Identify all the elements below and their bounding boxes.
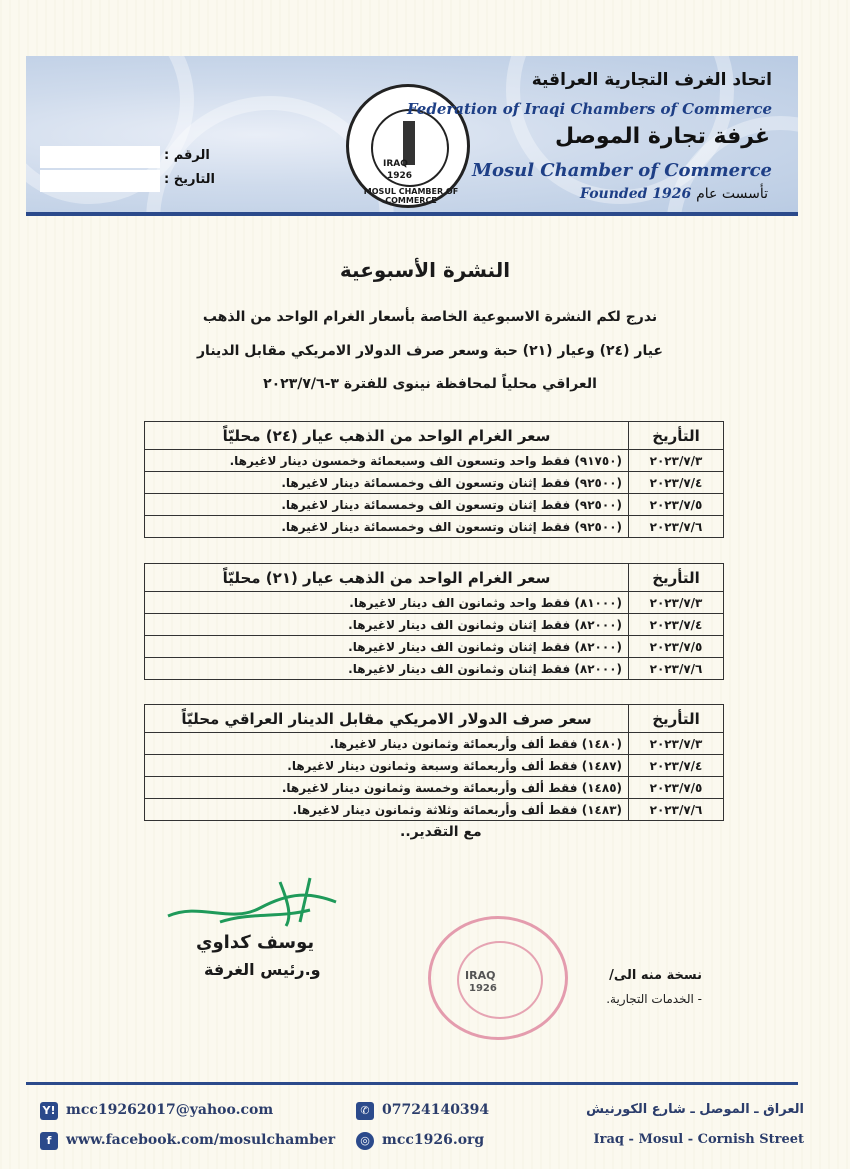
row-price: (٩٢٥٠٠) فقط إثنان وتسعون الف وخمسمائة دينار لاغيرها.	[145, 516, 629, 538]
signatory-role: و.رئيس الغرفة	[204, 960, 321, 979]
founded-en: Founded 1926	[580, 186, 692, 202]
table-row	[145, 636, 724, 658]
table-row	[145, 614, 724, 636]
seal-ring-text: MOSUL CHAMBER OF COMMERCE	[363, 187, 459, 205]
official-stamp	[428, 916, 568, 1040]
signatory-name: يوسف كداوي	[196, 932, 315, 953]
row-date: ٢٠٢٣/٧/٤	[629, 755, 724, 777]
ref-number-box	[40, 146, 160, 168]
seal-year: 1926	[387, 171, 413, 181]
date-column-header: التأريخ	[629, 564, 724, 592]
row-date: ٢٠٢٣/٧/٦	[629, 516, 724, 538]
header-divider	[26, 212, 798, 216]
price-column-header: سعر الغرام الواحد من الذهب عيار (٢١) محليّاً	[145, 564, 629, 592]
date-column-header: التأريخ	[629, 422, 724, 450]
row-date: ٢٠٢٣/٧/٣	[629, 450, 724, 472]
globe-icon: ◎	[356, 1132, 374, 1150]
usd-iqd-table	[144, 704, 724, 821]
chamber-name-en: Mosul Chamber of Commerce	[472, 160, 772, 181]
stamp-year: 1926	[469, 983, 497, 994]
chamber-name-ar: غرفة تجارة الموصل	[554, 124, 770, 149]
ref-number-label: الرقم :	[164, 148, 210, 163]
stamp-iraq: IRAQ	[465, 969, 496, 982]
row-date: ٢٠٢٣/٧/٣	[629, 733, 724, 755]
footer-facebook[interactable]: www.facebook.com/mosulchamber	[66, 1132, 336, 1148]
yahoo-icon: Y!	[40, 1102, 58, 1120]
gold-21k-table	[144, 563, 724, 680]
footer-email[interactable]: mcc19262017@yahoo.com	[66, 1102, 274, 1118]
table-row	[145, 799, 724, 821]
row-date: ٢٠٢٣/٧/٦	[629, 658, 724, 680]
seal-iraq: IRAQ	[383, 159, 408, 169]
intro-line-3: العراقي محلياً لمحافظة نينوى للفترة ٣-٢٠٢٣/٧/٦	[263, 376, 597, 392]
copy-to-heading: نسخة منه الى/	[609, 968, 702, 983]
row-price: (٨٢٠٠٠) فقط إثنان وثمانون الف دينار لاغيرها.	[145, 636, 629, 658]
founded-ar: تأسست عام	[696, 186, 768, 202]
founded-line	[580, 186, 768, 202]
table-row	[145, 777, 724, 799]
row-price: (٨٢٠٠٠) فقط إثنان وثمانون الف دينار لاغيرها.	[145, 658, 629, 680]
footer-divider	[26, 1082, 798, 1085]
signature-scribble	[160, 872, 360, 932]
table-row	[145, 450, 724, 472]
table-row	[145, 755, 724, 777]
row-date: ٢٠٢٣/٧/٣	[629, 592, 724, 614]
footer-address-ar: العراق ـ الموصل ـ شارع الكورنيش	[586, 1102, 804, 1117]
facebook-icon: f	[40, 1132, 58, 1150]
intro-line-2: عيار (٢٤) وعيار (٢١) حبة وسعر صرف الدولار الامريكي مقابل الدينار	[197, 343, 663, 359]
row-rate: (١٤٨٥) فقط ألف وأربعمائة وخمسة وثمانون دينار لاغيرها.	[145, 777, 629, 799]
table-row	[145, 516, 724, 538]
row-date: ٢٠٢٣/٧/٤	[629, 614, 724, 636]
row-date: ٢٠٢٣/٧/٥	[629, 494, 724, 516]
intro-line-1: ندرج لكم النشرة الاسبوعية الخاصة بأسعار الغرام الواحد من الذهب	[202, 309, 658, 325]
table-row	[145, 592, 724, 614]
table-header-row	[145, 705, 724, 733]
row-date: ٢٠٢٣/٧/٥	[629, 777, 724, 799]
row-rate: (١٤٨٠) فقط ألف وأربعمائة وثمانون دينار لاغيرها.	[145, 733, 629, 755]
ref-date-label: التاريخ :	[164, 172, 215, 187]
row-price: (٨١٠٠٠) فقط واحد وثمانون الف دينار لاغيرها.	[145, 592, 629, 614]
page-title: النشرة الأسبوعية	[339, 258, 511, 282]
ref-date-box	[40, 170, 160, 192]
table-row	[145, 658, 724, 680]
table-row	[145, 472, 724, 494]
copy-to-item: - الخدمات التجارية.	[606, 992, 702, 1006]
table-header-row	[145, 422, 724, 450]
row-price: (٩١٧٥٠) فقط واحد وتسعون الف وسبعمائة وخمسون دينار لاغيرها.	[145, 450, 629, 472]
footer-address-en: Iraq - Mosul - Cornish Street	[593, 1132, 804, 1147]
gold-24k-table	[144, 421, 724, 538]
table-row	[145, 494, 724, 516]
closing-text: مع التقدير..	[400, 824, 482, 840]
federation-name-en: Federation of Iraqi Chambers of Commerce	[406, 100, 772, 118]
federation-name-ar: اتحاد الغرف التجارية العراقية	[531, 70, 772, 90]
row-rate: (١٤٨٣) فقط ألف وأربعمائة وثلاثة وثمانون دينار لاغيرها.	[145, 799, 629, 821]
row-date: ٢٠٢٣/٧/٦	[629, 799, 724, 821]
row-price: (٨٢٠٠٠) فقط إثنان وثمانون الف دينار لاغيرها.	[145, 614, 629, 636]
row-price: (٩٢٥٠٠) فقط إثنان وتسعون الف وخمسمائة دينار لاغيرها.	[145, 472, 629, 494]
row-price: (٩٢٥٠٠) فقط إثنان وتسعون الف وخمسمائة دينار لاغيرها.	[145, 494, 629, 516]
table-row	[145, 733, 724, 755]
footer-phone[interactable]: 07724140394	[382, 1102, 490, 1118]
price-column-header: سعر الغرام الواحد من الذهب عيار (٢٤) محليّاً	[145, 422, 629, 450]
footer-website[interactable]: mcc1926.org	[382, 1132, 485, 1148]
whatsapp-icon: ✆	[356, 1102, 374, 1120]
row-date: ٢٠٢٣/٧/٥	[629, 636, 724, 658]
rate-column-header: سعر صرف الدولار الامريكي مقابل الدينار العراقي محليّاً	[145, 705, 629, 733]
row-rate: (١٤٨٧) فقط ألف وأربعمائة وسبعة وثمانون دينار لاغيرها.	[145, 755, 629, 777]
date-column-header: التأريخ	[629, 705, 724, 733]
table-header-row	[145, 564, 724, 592]
row-date: ٢٠٢٣/٧/٤	[629, 472, 724, 494]
